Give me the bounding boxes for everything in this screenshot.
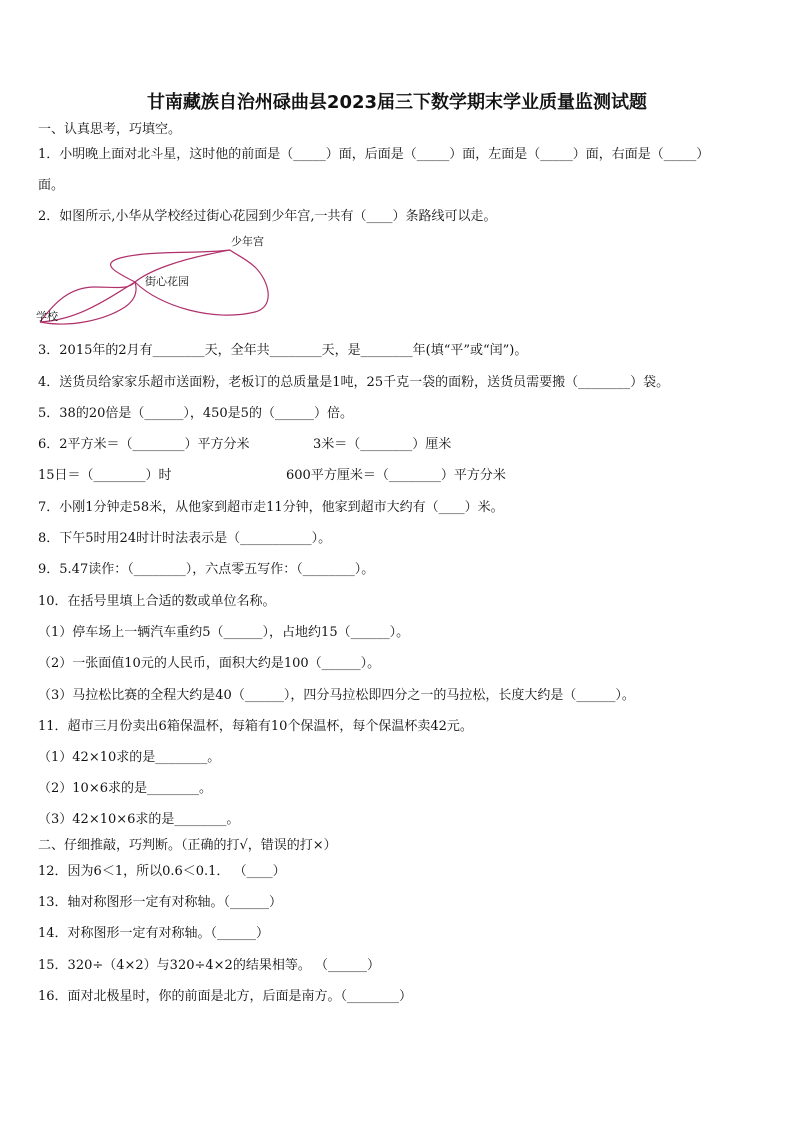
question-7: 7．小刚1分钟走58米，从他家到超市走11分钟，他家到超市大约有（____）米。 (38, 500, 504, 515)
label-xuexiao: 学校 (36, 310, 58, 323)
section-2-heading: 二、仔细推敲，巧判断。（正确的打√，错误的打×） (38, 838, 337, 853)
question-1-line-2: 面。 (38, 178, 65, 193)
question-10-sub-3: （3）马拉松比赛的全程大约是40（______），四分马拉松即四分之一的马拉松，长度大约是（______）。 (38, 688, 635, 703)
question-15: 15．320÷（4×2）与320÷4×2的结果相等。 （______） (38, 958, 380, 973)
label-jiexinhuayuan: 街心花园 (145, 275, 189, 288)
question-6-part-b: 3米＝（________）厘米 (313, 437, 452, 452)
question-6-part-a: 6．2平方米＝（________）平方分米 (38, 437, 250, 452)
question-5: 5．38的20倍是（______），450是5的（______）倍。 (38, 406, 353, 421)
question-16: 16．面对北极星时，你的前面是北方，后面是南方。（________） (38, 989, 413, 1004)
question-4: 4．送货员给家家乐超市送面粉，老板订的总质量是1吨，25千克一袋的面粉，送货员需要搬（________）袋。 (38, 375, 670, 390)
question-14: 14．对称图形一定有对称轴。（______） (38, 926, 270, 941)
question-9: 9．5.47读作：（________），六点零五写作：（________）。 (38, 562, 375, 577)
route-diagram (30, 232, 280, 332)
question-6-part-c: 15日＝（________）时 (38, 468, 172, 483)
question-1-line-1: 1．小明晚上面对北斗星，这时他的前面是（_____）面，后面是（_____）面，左面是（_____）面，右面是（_____） (38, 147, 710, 162)
question-11-sub-3: （3）42×10×6求的是________。 (38, 812, 240, 827)
question-6-part-d: 600平方厘米＝（________）平方分米 (286, 468, 506, 483)
question-10: 10．在括号里填上合适的数或单位名称。 (38, 594, 276, 609)
question-8: 8．下午5时用24时计时法表示是（___________）。 (38, 531, 332, 546)
question-12: 12．因为6＜1，所以0.6＜0.1． （____） (38, 864, 286, 879)
page-title: 甘南藏族自治州碌曲县2023届三下数学期末学业质量监测试题 (146, 92, 648, 113)
question-2: 2．如图所示,小华从学校经过街心花园到少年宫,一共有（____）条路线可以走。 (38, 209, 497, 224)
question-3: 3．2015年的2月有________天，全年共________天，是________年(填“平”或“闰”)。 (38, 343, 528, 358)
question-11-sub-2: （2）10×6求的是________。 (38, 781, 212, 796)
question-11-sub-1: （1）42×10求的是________。 (38, 750, 221, 765)
question-10-sub-2: （2）一张面值10元的人民币，面积大约是100（______）。 (38, 656, 381, 671)
question-11: 11．超市三月份卖出6箱保温杯，每箱有10个保温杯，每个保温杯卖42元。 (38, 719, 473, 734)
question-10-sub-1: （1）停车场上一辆汽车重约5（______），占地约15（______）。 (38, 625, 410, 640)
question-13: 13．轴对称图形一定有对称轴。（______） (38, 895, 283, 910)
section-1-heading: 一、认真思考，巧填空。 (38, 122, 182, 137)
label-shaoniangong: 少年宫 (231, 235, 264, 248)
